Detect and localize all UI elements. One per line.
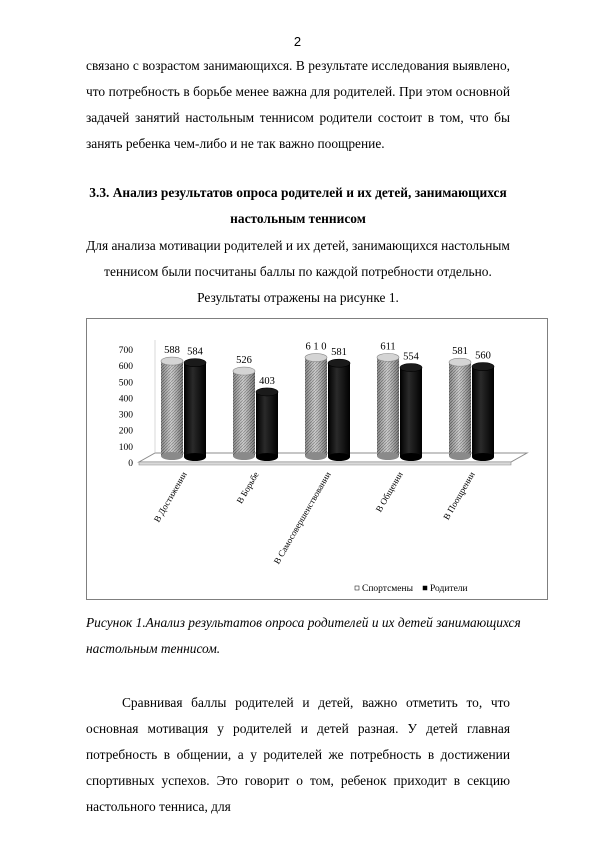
- bar-bottom: [305, 452, 327, 460]
- bar-shade: [377, 357, 399, 456]
- category-label: В Поощрении: [441, 470, 477, 522]
- category-label: В Борьбе: [234, 470, 261, 506]
- bar-top: [449, 358, 471, 366]
- bar-top: [184, 359, 206, 367]
- data-label: 581: [452, 346, 468, 358]
- bar-bottom: [400, 453, 422, 461]
- data-label: 6 1 0: [305, 341, 327, 353]
- y-tick-label: 200: [118, 426, 133, 437]
- bar-shade: [449, 362, 471, 456]
- bar-top: [377, 353, 399, 361]
- chart-frame: [86, 318, 548, 600]
- y-tick-label: 300: [118, 410, 133, 421]
- bar-top: [161, 357, 183, 365]
- page-number: 2: [293, 34, 302, 49]
- y-tick-label: 500: [118, 378, 133, 389]
- bar-bottom: [256, 453, 278, 461]
- data-label: 581: [331, 347, 347, 359]
- y-tick-label: 100: [118, 442, 133, 453]
- bar-shade: [161, 361, 183, 456]
- legend-swatch: [423, 586, 427, 590]
- bar-top: [256, 388, 278, 396]
- bar-shade: [233, 371, 255, 456]
- y-tick-label: 600: [118, 362, 133, 373]
- legend-label: Спортсмены: [362, 584, 413, 594]
- bar-body: [184, 363, 206, 457]
- figure-caption: Рисунок 1.Анализ результатов опроса родителей и их детей занимающихся настольным теннисом.: [86, 615, 521, 656]
- data-label: 588: [164, 345, 180, 357]
- bar-shade: [305, 358, 327, 456]
- intro-text: Для анализа мотивации родителей и их детей, занимающихся настольным теннисом были посчитаны баллы по каждой потребности отдельно.: [86, 238, 510, 279]
- category-label: В Общении: [373, 470, 405, 514]
- legend-label: Родители: [430, 584, 468, 594]
- section-heading: 3.3. Анализ результатов опроса родителей и их детей, занимающихся настольным теннисом: [89, 185, 507, 226]
- paragraph-bottom: Сравнивая баллы родителей и детей, важно отметить то, что основная мотивация у родителей и детей разная. У детей главная потребность в общении, а у родителей же потребность в достижении спортивных успехов. Это говорит о том, ребенок приходит в секцию настольного тенниса, для: [86, 695, 510, 814]
- bar-body: [328, 363, 350, 457]
- bar-top: [328, 359, 350, 367]
- bar-top: [400, 364, 422, 372]
- data-label: 554: [403, 351, 419, 363]
- results-text: Результаты отражены на рисунке 1.: [197, 290, 399, 305]
- chart-floor-edge: [139, 462, 511, 465]
- data-label: 526: [236, 355, 252, 367]
- bar-top: [305, 354, 327, 362]
- figure-intro: [86, 233, 510, 311]
- bar-bottom: [161, 452, 183, 460]
- data-label: 560: [475, 350, 491, 362]
- y-tick-label: 400: [118, 394, 133, 405]
- bar-bottom: [377, 452, 399, 460]
- y-tick-label: 700: [118, 346, 133, 356]
- data-label: 584: [187, 346, 203, 358]
- bar-bottom: [233, 452, 255, 460]
- bar-body: [472, 367, 494, 457]
- legend-swatch: [355, 586, 359, 590]
- bar-bottom: [449, 452, 471, 460]
- category-label: В Самосовершенствовании: [271, 470, 333, 566]
- bar-top: [233, 367, 255, 375]
- bar-body: [256, 392, 278, 457]
- data-label: 403: [259, 375, 275, 387]
- bar-top: [472, 363, 494, 371]
- bar-bottom: [472, 453, 494, 461]
- data-label: 611: [380, 341, 396, 353]
- y-tick-label: 0: [128, 459, 133, 469]
- paragraph-top: связано с возрастом занимающихся. В результате исследования выявлено, что потребность в борьбе менее важна для родителей. При этом основной задачей занятий настольным теннисом родители состоит в том, что бы занять ребенка чем-либо и не так важно поощрение.: [86, 58, 510, 151]
- bar-chart: [87, 319, 549, 601]
- bar-bottom: [184, 453, 206, 461]
- bar-bottom: [328, 453, 350, 461]
- category-label: В Достижении: [151, 470, 189, 524]
- bar-body: [400, 368, 422, 457]
